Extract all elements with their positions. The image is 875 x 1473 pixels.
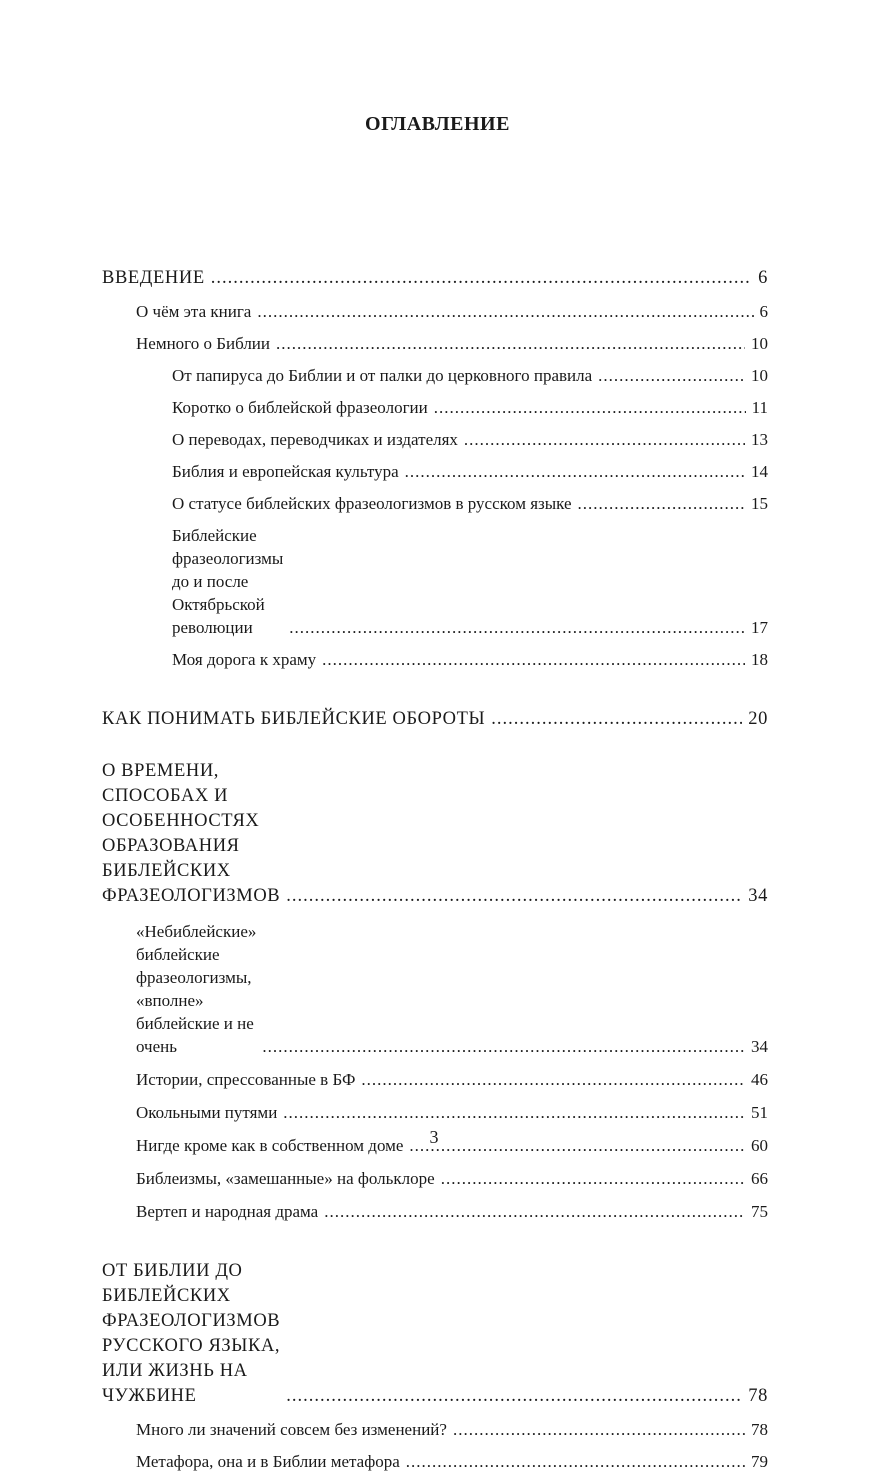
toc-entry-title (102, 759, 280, 909)
page-title: ОГЛАВЛЕНИЕ (365, 113, 510, 135)
dot-leader (406, 1450, 745, 1473)
page-number: 3 (429, 1127, 439, 1147)
toc-entry (102, 266, 768, 291)
toc-entry-title-line: О ВРЕМЕНИ, СПОСОБАХ И ОСОБЕННОСТЯХ (102, 761, 260, 831)
toc-entry-page: 13 (751, 430, 768, 449)
toc-entry (102, 920, 768, 1058)
toc-entry (102, 1450, 768, 1473)
toc-entry-title (136, 1200, 318, 1223)
toc-entry-title (136, 1167, 435, 1190)
toc-entry-title-line: Библеизмы, «замешанные» на фольклоре (136, 1169, 435, 1188)
toc-entry-page: 20 (748, 709, 768, 729)
toc-entry (102, 300, 768, 323)
dot-leader (453, 1418, 745, 1441)
dot-leader (283, 1101, 745, 1124)
toc-entry-title-line: Много ли значений совсем без изменений? (136, 1420, 447, 1439)
toc-entry-page: 51 (751, 1103, 768, 1122)
toc-entry-title-line: Библейские фразеологизмы до и после (172, 526, 284, 591)
toc-entry-title (136, 300, 251, 323)
toc-entry-title (172, 428, 458, 451)
toc-entry-title-line: КАК ПОНИМАТЬ БИБЛЕЙСКИЕ ОБОРОТЫ (102, 709, 486, 729)
toc-entry-title-line: «Небиблейские» библейские фразеологизмы, (136, 922, 257, 987)
dot-leader (322, 648, 745, 671)
toc-entry-title (136, 1418, 447, 1441)
toc-entry-title-line: «вполне» библейские и не очень (136, 991, 254, 1056)
toc-entry (102, 492, 768, 515)
toc-entry-title-line: Нигде кроме как в собственном доме (136, 1136, 404, 1155)
toc-entry-title (172, 460, 399, 483)
toc-entry (102, 1259, 768, 1409)
dot-leader (598, 364, 745, 387)
dot-leader (361, 1068, 745, 1091)
toc-entry-title (102, 266, 205, 291)
toc-entry (102, 1200, 768, 1223)
toc-entry (102, 648, 768, 671)
toc-entry-page: 78 (751, 1420, 768, 1439)
toc-entry (102, 524, 768, 639)
toc-entry-page: 66 (751, 1169, 768, 1188)
toc-entry-title-line: Вертеп и народная драма (136, 1202, 319, 1221)
toc-entry-title-line: Истории, спрессованные в БФ (136, 1070, 356, 1089)
toc-entry-title (172, 396, 428, 419)
toc-entry-title (136, 1101, 277, 1124)
toc-entry-title-line: Библия и европейская культура (172, 462, 399, 481)
toc-entry-page: 34 (751, 1037, 768, 1056)
toc-entry-page: 14 (751, 462, 768, 481)
toc-entry-title (172, 524, 283, 639)
toc-entry-title (172, 648, 316, 671)
toc-entry-title-line: Коротко о библейской фразеологии (172, 398, 428, 417)
toc-entry (102, 759, 768, 909)
toc-entry-title (136, 920, 256, 1058)
toc-entry (102, 428, 768, 451)
toc-entry (102, 396, 768, 419)
dot-leader (211, 266, 752, 291)
dot-leader (434, 396, 746, 419)
toc-entry-page: 78 (748, 1386, 768, 1406)
toc-entry-title-line: О статусе библейских фразеологизмов в русском языке (172, 494, 572, 513)
toc-entry-page: 10 (751, 334, 768, 353)
toc-entry-title-line: От папируса до Библии и от палки до церковного правила (172, 366, 593, 385)
dot-leader (578, 492, 745, 515)
toc-entry-title (136, 1450, 400, 1473)
dot-leader (286, 884, 742, 909)
dot-leader (276, 332, 745, 355)
toc-entry-title (136, 1068, 355, 1091)
toc-entry-page: 6 (758, 268, 768, 288)
toc-entry-page: 34 (748, 886, 768, 906)
dot-leader (289, 616, 745, 639)
toc-entry-page: 10 (751, 366, 768, 385)
toc-entry-title-line: ОТ БИБЛИИ ДО БИБЛЕЙСКИХ ФРАЗЕОЛОГИЗМОВ (102, 1261, 281, 1331)
toc-entry-title-line: ВВЕДЕНИЕ (102, 268, 205, 288)
dot-leader (324, 1200, 745, 1223)
dot-leader (257, 300, 753, 323)
dot-leader (286, 1384, 742, 1409)
toc-entry-page: 60 (751, 1136, 768, 1155)
dot-leader (441, 1167, 745, 1190)
dot-leader (405, 460, 745, 483)
toc-entry-title-line: Моя дорога к храму (172, 650, 317, 669)
toc-entry-page: 17 (751, 618, 768, 637)
toc-entry (102, 332, 768, 355)
toc-entry-page: 79 (751, 1452, 768, 1471)
toc-entry-page: 15 (751, 494, 768, 513)
toc-entry (102, 1167, 768, 1190)
toc-entry-title (136, 332, 270, 355)
table-of-contents (102, 266, 768, 1473)
toc-entry (102, 1101, 768, 1124)
toc-entry-title-line: Метафора, она и в Библии метафора (136, 1452, 400, 1471)
toc-entry-title (102, 707, 485, 732)
toc-entry-title-line: О переводах, переводчиках и издателях (172, 430, 458, 449)
toc-entry (102, 1068, 768, 1091)
toc-entry-page: 11 (751, 398, 768, 417)
toc-entry-title (172, 364, 592, 387)
dot-leader (491, 707, 742, 732)
toc-entry-page: 46 (751, 1070, 768, 1089)
toc-entry-title-line: Окольными путями (136, 1103, 278, 1122)
toc-entry-page: 18 (751, 650, 768, 669)
dot-leader (262, 1035, 745, 1058)
toc-entry (102, 1418, 768, 1441)
toc-entry-page: 6 (759, 302, 768, 321)
toc-entry-title-line: Немного о Библии (136, 334, 270, 353)
toc-entry-title (172, 492, 572, 515)
toc-entry-page: 75 (751, 1202, 768, 1221)
toc-entry (102, 707, 768, 732)
toc-entry-title-line: О чём эта книга (136, 302, 252, 321)
toc-entry (102, 364, 768, 387)
toc-entry-title-line: ОБРАЗОВАНИЯ БИБЛЕЙСКИХ ФРАЗЕОЛОГИЗМОВ (102, 836, 281, 906)
toc-entry (102, 460, 768, 483)
toc-entry-title-line: Октябрьской революции (172, 595, 265, 637)
toc-entry-title (102, 1259, 280, 1409)
dot-leader (464, 428, 745, 451)
toc-entry-title-line: РУССКОГО ЯЗЫКА, ИЛИ ЖИЗНЬ НА ЧУЖБИНЕ (102, 1336, 281, 1406)
